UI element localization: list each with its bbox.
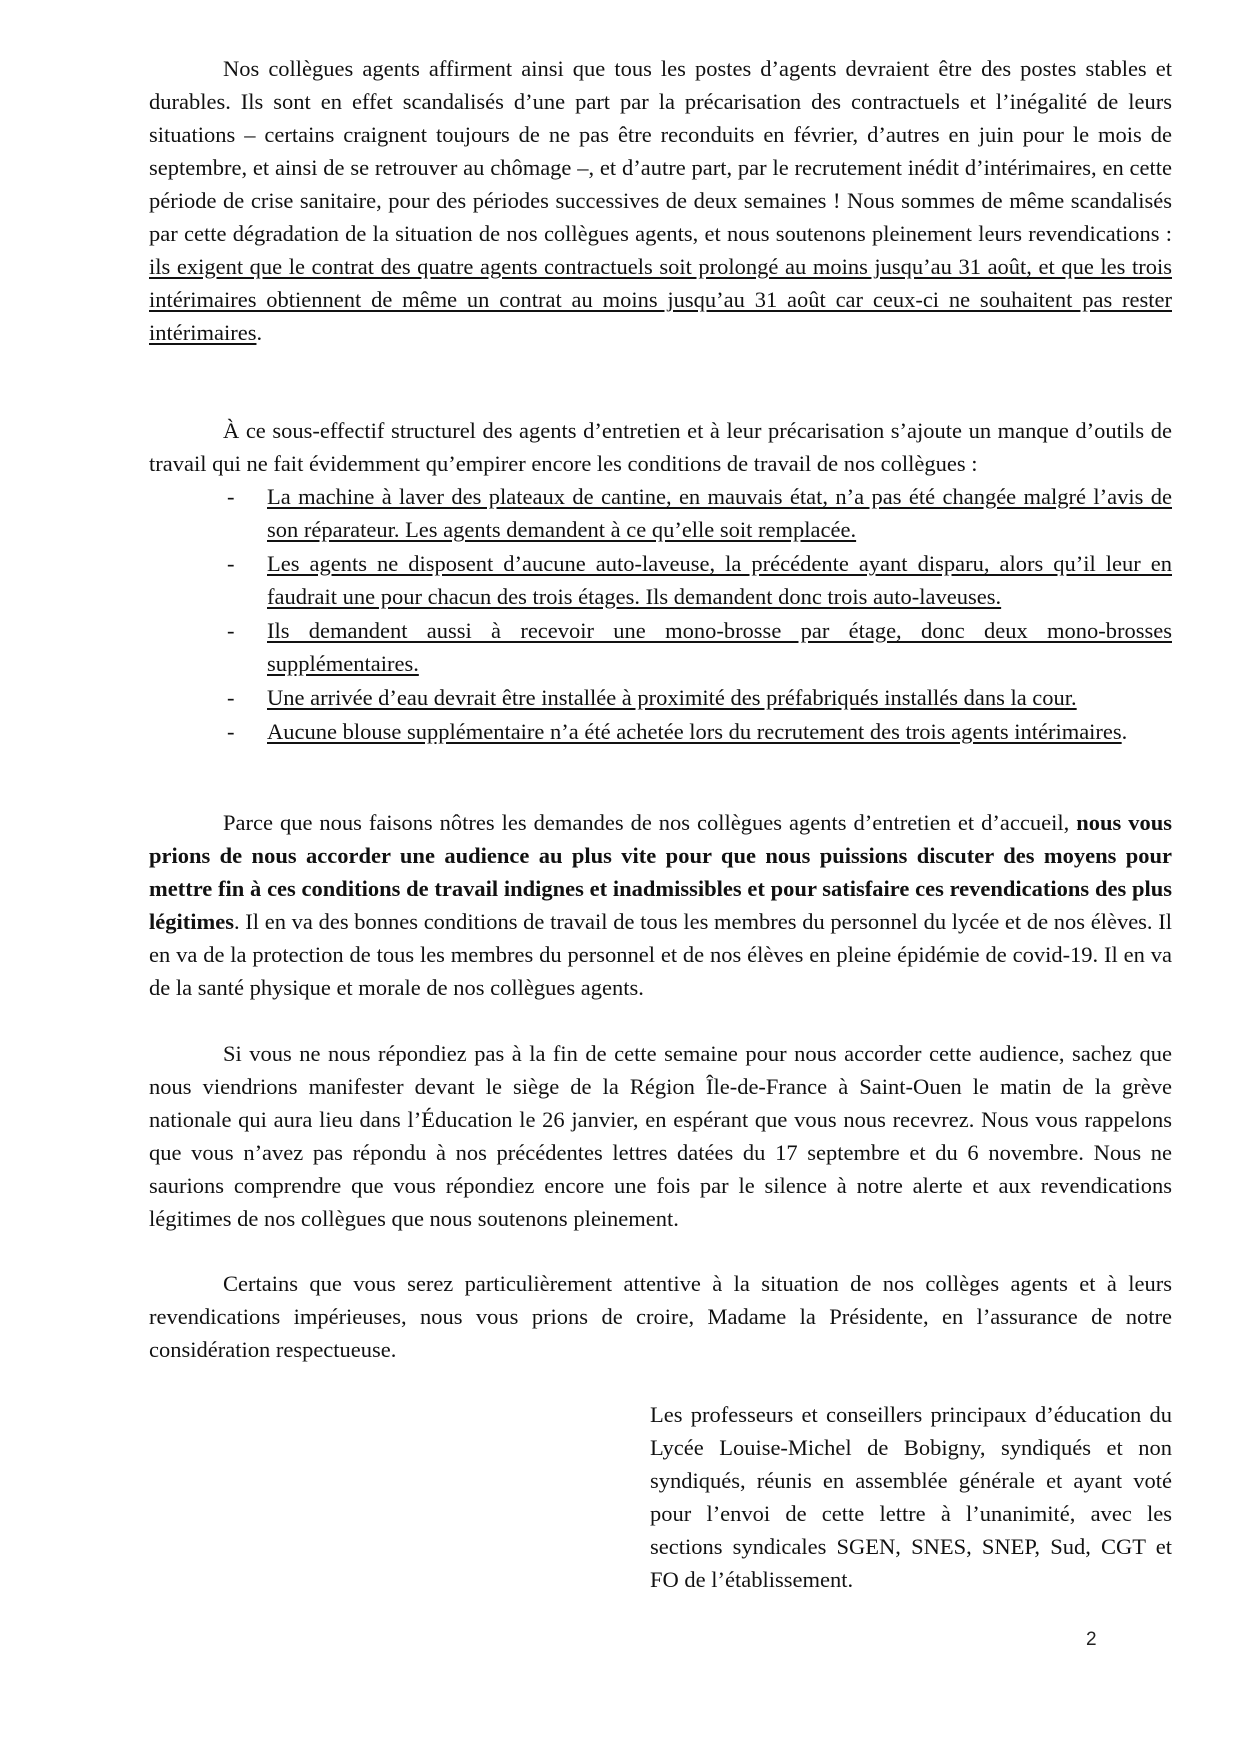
- list-item: [149, 715, 1172, 748]
- list-item: [149, 480, 1172, 546]
- paragraph-protest-warning: Si vous ne nous répondiez pas à la fin de cette semaine pour nous accorder cette audience, sachez que nous viendrions manifester devant le siège de la Région Île-de-France à Saint-Ouen le matin de la grève nationale qui aura lieu dans l’Éducation le 26 janvier, en espérant que vous nous recevrez. Nous vous rappelons que vous n’avez pas répondu à nos précédentes lettres datées du 17 septembre et du 6 novembre. Nous ne saurions comprendre que vous répondiez encore une fois par le silence à notre alerte et aux revendications légitimes de nos collègues que nous soutenons pleinement.: [149, 1041, 1172, 1231]
- signature-block: Les professeurs et conseillers principaux d’éducation du Lycée Louise-Michel de Bobigny, syndiqués et non syndiqués, réunis en assemblée générale et ayant voté pour l’envoi de cette lettre à l’unanimité, avec les sections syndicales SGEN, SNES, SNEP, Sud, CGT et FO de l’établissement.: [650, 1402, 1172, 1592]
- paragraph-tools-shortage: À ce sous-effectif structurel des agents d’entretien et à leur précarisation s’ajoute un manque d’outils de travail qui ne fait évidemment qu’empirer encore les conditions de travail de nos collègues :: [149, 418, 1172, 476]
- list-dash: -: [227, 719, 235, 744]
- equipment-demands-list: [149, 480, 1172, 749]
- paragraph-audience-end: . Il en va des bonnes conditions de travail de tous les membres du personnel du lycée et de nos élèves. Il en va de la protection de tous les membres du personnel et de nos élèves en pleine épidémie de covid-19. Il en va de la santé physique et morale de nos collègues agents.: [149, 909, 1172, 1000]
- list-dash: -: [227, 685, 235, 710]
- page-number: 2: [1086, 1629, 1097, 1650]
- list-item-text: Les agents ne disposent d’aucune auto-laveuse, la précédente ayant disparu, alors qu’il leur en faudrait une pour chacun des trois étages. Ils demandent donc trois auto-laveuses.: [267, 551, 1172, 609]
- paragraph-agents-posts-demands: ils exigent que le contrat des quatre agents contractuels soit prolongé au moins jusqu’au 31 août, et que les trois intérimaires obtiennent de même un contrat au moins jusqu’au 31 août car ceux-ci ne souhaitent pas rester intérimaires: [149, 254, 1172, 345]
- list-dash: -: [227, 618, 235, 643]
- list-dash: -: [227, 551, 235, 576]
- list-item: [149, 614, 1172, 680]
- paragraph-audience-bold: nous vous prions de nous accorder une audience au plus vite pour que nous puissions discuter des moyens pour mettre fin à ces conditions de travail indignes et inadmissibles et pour satisfaire ces revendications des plus légitimes: [149, 810, 1172, 934]
- paragraph-closing: Certains que vous serez particulièrement attentive à la situation de nos collèges agents et à leurs revendications impérieuses, nous vous prions de croire, Madame la Présidente, en l’assurance de notre considération respectueuse.: [149, 1271, 1172, 1362]
- list-item-text: Aucune blouse supplémentaire n’a été achetée lors du recrutement des trois agents intérimaires: [267, 719, 1122, 744]
- list-item: [149, 547, 1172, 613]
- list-item: [149, 681, 1172, 714]
- paragraph-audience-request: [149, 806, 1172, 1004]
- paragraph-agents-posts-end: .: [256, 320, 263, 345]
- list-item-text: La machine à laver des plateaux de cantine, en mauvais état, n’a pas été changée malgré l’avis de son réparateur. Les agents demandent à ce qu’elle soit remplacée.: [267, 484, 1172, 542]
- paragraph-agents-posts-text: Nos collègues agents affirment ainsi que tous les postes d’agents devraient être des postes stables et durables. Ils sont en effet scandalisés d’une part par la précarisation des contractuels et l’inégalité de leurs situations – certains craignent toujours de ne pas être reconduits en février, d’autres en juin pour le mois de septembre, et ainsi de se retrouver au chômage –, et d’autre part, par le recrutement inédit d’intérimaires, en cette période de crise sanitaire, pour des périodes successives de deux semaines ! Nous sommes de même scandalisés par cette dégradation de la situation de nos collègues agents, et nous soutenons pleinement leurs revendications :: [149, 56, 1172, 246]
- list-item-text: Ils demandent aussi à recevoir une mono-brosse par étage, donc deux mono-brosses supplémentaires.: [267, 618, 1172, 676]
- list-dash: -: [227, 484, 235, 509]
- paragraph-agents-posts: [149, 52, 1172, 349]
- list-item-text: Une arrivée d’eau devrait être installée à proximité des préfabriqués installés dans la cour.: [267, 685, 1077, 710]
- paragraph-audience-start: Parce que nous faisons nôtres les demandes de nos collègues agents d’entretien et d’accueil,: [223, 810, 1077, 835]
- list-item-end: .: [1121, 719, 1128, 744]
